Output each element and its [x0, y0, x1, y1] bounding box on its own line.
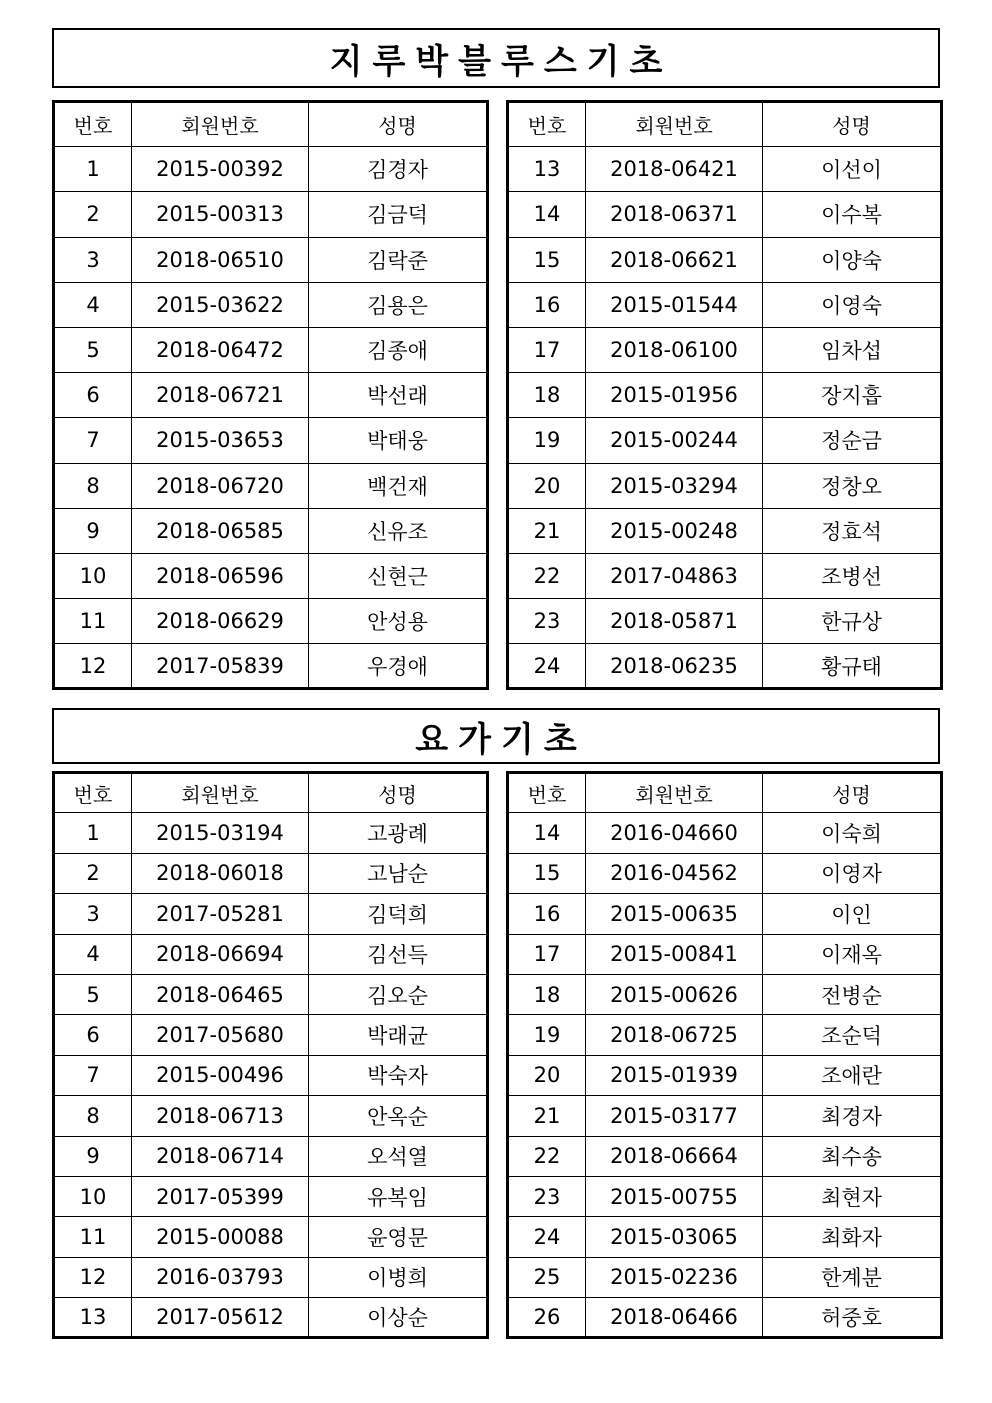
roster-table-left — [52, 771, 489, 1339]
header-number: 번호 — [508, 773, 586, 813]
header-member-id: 회원번호 — [586, 102, 763, 147]
cell-name: 백건재 — [309, 463, 488, 508]
cell-number: 9 — [54, 508, 132, 553]
cell-name: 김경자 — [309, 147, 488, 192]
cell-number: 18 — [508, 974, 586, 1014]
cell-name: 정효석 — [763, 508, 942, 553]
header-name: 성명 — [309, 102, 488, 147]
cell-number: 18 — [508, 373, 586, 418]
cell-member-id: 2018-06100 — [586, 327, 763, 372]
table-row — [508, 1176, 942, 1216]
cell-name: 이영자 — [763, 853, 942, 893]
cell-name: 안성용 — [309, 599, 488, 644]
cell-name: 한규상 — [763, 599, 942, 644]
cell-number: 12 — [54, 644, 132, 689]
table-row — [54, 1217, 488, 1257]
cell-member-id: 2018-06725 — [586, 1015, 763, 1055]
header-name: 성명 — [309, 773, 488, 813]
cell-member-id: 2015-00248 — [586, 508, 763, 553]
cell-name: 이인 — [763, 894, 942, 934]
cell-member-id: 2018-06664 — [586, 1136, 763, 1176]
cell-name: 김덕희 — [309, 894, 488, 934]
table-row — [54, 508, 488, 553]
cell-member-id: 2018-06585 — [132, 508, 309, 553]
table-row — [54, 327, 488, 372]
table-row — [54, 418, 488, 463]
cell-name: 김금덕 — [309, 192, 488, 237]
section-title: 요가기초 — [52, 708, 940, 764]
cell-name: 이병희 — [309, 1257, 488, 1297]
header-number: 번호 — [508, 102, 586, 147]
cell-name: 박래균 — [309, 1015, 488, 1055]
cell-number: 13 — [54, 1298, 132, 1338]
cell-number: 7 — [54, 418, 132, 463]
table-row — [54, 237, 488, 282]
cell-number: 19 — [508, 418, 586, 463]
cell-number: 12 — [54, 1257, 132, 1297]
cell-number: 15 — [508, 237, 586, 282]
cell-number: 17 — [508, 934, 586, 974]
header-row — [508, 773, 942, 813]
cell-member-id: 2018-06621 — [586, 237, 763, 282]
cell-name: 황규태 — [763, 644, 942, 689]
header-name: 성명 — [763, 773, 942, 813]
cell-number: 17 — [508, 327, 586, 372]
cell-member-id: 2015-00392 — [132, 147, 309, 192]
header-row — [508, 102, 942, 147]
cell-name: 이재옥 — [763, 934, 942, 974]
header-member-id: 회원번호 — [586, 773, 763, 813]
cell-member-id: 2017-04863 — [586, 553, 763, 598]
cell-member-id: 2015-01939 — [586, 1055, 763, 1095]
table-row — [508, 853, 942, 893]
table-row — [508, 1096, 942, 1136]
cell-name: 윤영문 — [309, 1217, 488, 1257]
table-row — [54, 599, 488, 644]
table-row — [54, 373, 488, 418]
cell-member-id: 2015-01544 — [586, 282, 763, 327]
table-row — [54, 813, 488, 853]
cell-name: 이상순 — [309, 1298, 488, 1338]
cell-member-id: 2018-06018 — [132, 853, 309, 893]
cell-member-id: 2018-06713 — [132, 1096, 309, 1136]
cell-member-id: 2015-00496 — [132, 1055, 309, 1095]
table-row — [508, 1136, 942, 1176]
cell-member-id: 2018-06720 — [132, 463, 309, 508]
cell-member-id: 2015-00313 — [132, 192, 309, 237]
cell-number: 13 — [508, 147, 586, 192]
cell-member-id: 2018-06472 — [132, 327, 309, 372]
cell-name: 이양숙 — [763, 237, 942, 282]
table-row — [508, 373, 942, 418]
table-row — [54, 934, 488, 974]
cell-number: 4 — [54, 282, 132, 327]
cell-member-id: 2017-05839 — [132, 644, 309, 689]
cell-name: 고남순 — [309, 853, 488, 893]
cell-name: 오석열 — [309, 1136, 488, 1176]
table-row — [54, 1015, 488, 1055]
cell-number: 2 — [54, 192, 132, 237]
cell-name: 고광례 — [309, 813, 488, 853]
cell-member-id: 2018-06510 — [132, 237, 309, 282]
cell-name: 유복임 — [309, 1176, 488, 1216]
cell-member-id: 2015-03177 — [586, 1096, 763, 1136]
cell-name: 김용은 — [309, 282, 488, 327]
table-row — [54, 894, 488, 934]
cell-number: 21 — [508, 508, 586, 553]
header-row — [54, 102, 488, 147]
cell-number: 14 — [508, 192, 586, 237]
table-row — [508, 463, 942, 508]
cell-number: 11 — [54, 599, 132, 644]
header-name: 성명 — [763, 102, 942, 147]
cell-name: 최경자 — [763, 1096, 942, 1136]
header-number: 번호 — [54, 773, 132, 813]
cell-number: 11 — [54, 1217, 132, 1257]
cell-member-id: 2017-05399 — [132, 1176, 309, 1216]
cell-number: 20 — [508, 1055, 586, 1095]
cell-name: 최화자 — [763, 1217, 942, 1257]
cell-name: 조병선 — [763, 553, 942, 598]
cell-number: 24 — [508, 1217, 586, 1257]
table-row — [54, 282, 488, 327]
table-row — [508, 327, 942, 372]
table-row — [54, 1176, 488, 1216]
cell-member-id: 2015-00088 — [132, 1217, 309, 1257]
cell-name: 정순금 — [763, 418, 942, 463]
cell-name: 전병순 — [763, 974, 942, 1014]
table-row — [508, 934, 942, 974]
cell-number: 1 — [54, 147, 132, 192]
cell-number: 4 — [54, 934, 132, 974]
cell-name: 김종애 — [309, 327, 488, 372]
cell-name: 김오순 — [309, 974, 488, 1014]
roster-table-right — [506, 100, 943, 690]
cell-number: 22 — [508, 553, 586, 598]
cell-member-id: 2015-03294 — [586, 463, 763, 508]
cell-name: 허중호 — [763, 1298, 942, 1338]
cell-number: 5 — [54, 974, 132, 1014]
table-row — [508, 508, 942, 553]
cell-number: 10 — [54, 1176, 132, 1216]
cell-number: 19 — [508, 1015, 586, 1055]
cell-member-id: 2015-01956 — [586, 373, 763, 418]
cell-number: 26 — [508, 1298, 586, 1338]
header-member-id: 회원번호 — [132, 102, 309, 147]
cell-number: 22 — [508, 1136, 586, 1176]
table-row — [508, 1015, 942, 1055]
cell-number: 3 — [54, 237, 132, 282]
cell-name: 박숙자 — [309, 1055, 488, 1095]
cell-number: 5 — [54, 327, 132, 372]
table-row — [54, 192, 488, 237]
header-member-id: 회원번호 — [132, 773, 309, 813]
cell-name: 한계분 — [763, 1257, 942, 1297]
cell-number: 14 — [508, 813, 586, 853]
cell-member-id: 2015-00244 — [586, 418, 763, 463]
header-row — [54, 773, 488, 813]
cell-number: 9 — [54, 1136, 132, 1176]
table-row — [508, 1298, 942, 1338]
cell-number: 6 — [54, 1015, 132, 1055]
table-row — [54, 853, 488, 893]
table-row — [54, 1055, 488, 1095]
table-row — [508, 644, 942, 689]
cell-member-id: 2016-04660 — [586, 813, 763, 853]
cell-name: 우경애 — [309, 644, 488, 689]
table-row — [54, 1096, 488, 1136]
cell-member-id: 2015-03653 — [132, 418, 309, 463]
table-row — [508, 237, 942, 282]
cell-member-id: 2015-00841 — [586, 934, 763, 974]
cell-member-id: 2015-03194 — [132, 813, 309, 853]
table-row — [54, 147, 488, 192]
cell-number: 1 — [54, 813, 132, 853]
cell-number: 8 — [54, 1096, 132, 1136]
header-number: 번호 — [54, 102, 132, 147]
cell-name: 박태웅 — [309, 418, 488, 463]
cell-number: 21 — [508, 1096, 586, 1136]
cell-number: 20 — [508, 463, 586, 508]
cell-name: 정창오 — [763, 463, 942, 508]
table-row — [508, 1217, 942, 1257]
cell-member-id: 2015-03622 — [132, 282, 309, 327]
cell-name: 박선래 — [309, 373, 488, 418]
cell-member-id: 2017-05612 — [132, 1298, 309, 1338]
cell-name: 최수송 — [763, 1136, 942, 1176]
roster-table-right — [506, 771, 943, 1339]
cell-name: 최현자 — [763, 1176, 942, 1216]
table-row — [508, 192, 942, 237]
cell-member-id: 2018-06694 — [132, 934, 309, 974]
table-row — [508, 1055, 942, 1095]
cell-member-id: 2015-00626 — [586, 974, 763, 1014]
table-row — [54, 1257, 488, 1297]
cell-name: 김락준 — [309, 237, 488, 282]
cell-member-id: 2018-06465 — [132, 974, 309, 1014]
cell-member-id: 2018-06421 — [586, 147, 763, 192]
cell-name: 김선득 — [309, 934, 488, 974]
cell-member-id: 2018-06596 — [132, 553, 309, 598]
table-row — [508, 282, 942, 327]
cell-number: 3 — [54, 894, 132, 934]
cell-number: 15 — [508, 853, 586, 893]
cell-member-id: 2015-02236 — [586, 1257, 763, 1297]
cell-member-id: 2017-05281 — [132, 894, 309, 934]
cell-member-id: 2017-05680 — [132, 1015, 309, 1055]
table-row — [508, 553, 942, 598]
cell-name: 이수복 — [763, 192, 942, 237]
cell-member-id: 2018-06371 — [586, 192, 763, 237]
cell-name: 조애란 — [763, 1055, 942, 1095]
table-row — [508, 974, 942, 1014]
roster-table-left — [52, 100, 489, 690]
cell-number: 2 — [54, 853, 132, 893]
table-row — [508, 147, 942, 192]
table-row — [508, 599, 942, 644]
cell-number: 7 — [54, 1055, 132, 1095]
table-row — [54, 463, 488, 508]
cell-name: 안옥순 — [309, 1096, 488, 1136]
cell-number: 23 — [508, 1176, 586, 1216]
cell-name: 이숙희 — [763, 813, 942, 853]
cell-name: 이선이 — [763, 147, 942, 192]
cell-number: 25 — [508, 1257, 586, 1297]
table-row — [54, 1136, 488, 1176]
cell-number: 24 — [508, 644, 586, 689]
cell-number: 23 — [508, 599, 586, 644]
section-title: 지루박블루스기초 — [52, 28, 940, 88]
cell-member-id: 2015-00755 — [586, 1176, 763, 1216]
cell-member-id: 2018-05871 — [586, 599, 763, 644]
cell-member-id: 2018-06714 — [132, 1136, 309, 1176]
cell-member-id: 2018-06721 — [132, 373, 309, 418]
table-row — [508, 894, 942, 934]
table-row — [508, 813, 942, 853]
table-row — [54, 553, 488, 598]
cell-name: 장지흡 — [763, 373, 942, 418]
cell-member-id: 2018-06466 — [586, 1298, 763, 1338]
cell-member-id: 2018-06629 — [132, 599, 309, 644]
cell-member-id: 2016-04562 — [586, 853, 763, 893]
table-row — [54, 1298, 488, 1338]
cell-name: 임차섭 — [763, 327, 942, 372]
cell-number: 6 — [54, 373, 132, 418]
table-row — [508, 418, 942, 463]
cell-member-id: 2016-03793 — [132, 1257, 309, 1297]
cell-number: 10 — [54, 553, 132, 598]
cell-member-id: 2018-06235 — [586, 644, 763, 689]
cell-name: 조순덕 — [763, 1015, 942, 1055]
table-row — [54, 644, 488, 689]
table-row — [508, 1257, 942, 1297]
table-row — [54, 974, 488, 1014]
cell-name: 이영숙 — [763, 282, 942, 327]
cell-number: 8 — [54, 463, 132, 508]
cell-member-id: 2015-00635 — [586, 894, 763, 934]
cell-member-id: 2015-03065 — [586, 1217, 763, 1257]
cell-number: 16 — [508, 894, 586, 934]
cell-name: 신현근 — [309, 553, 488, 598]
cell-name: 신유조 — [309, 508, 488, 553]
cell-number: 16 — [508, 282, 586, 327]
